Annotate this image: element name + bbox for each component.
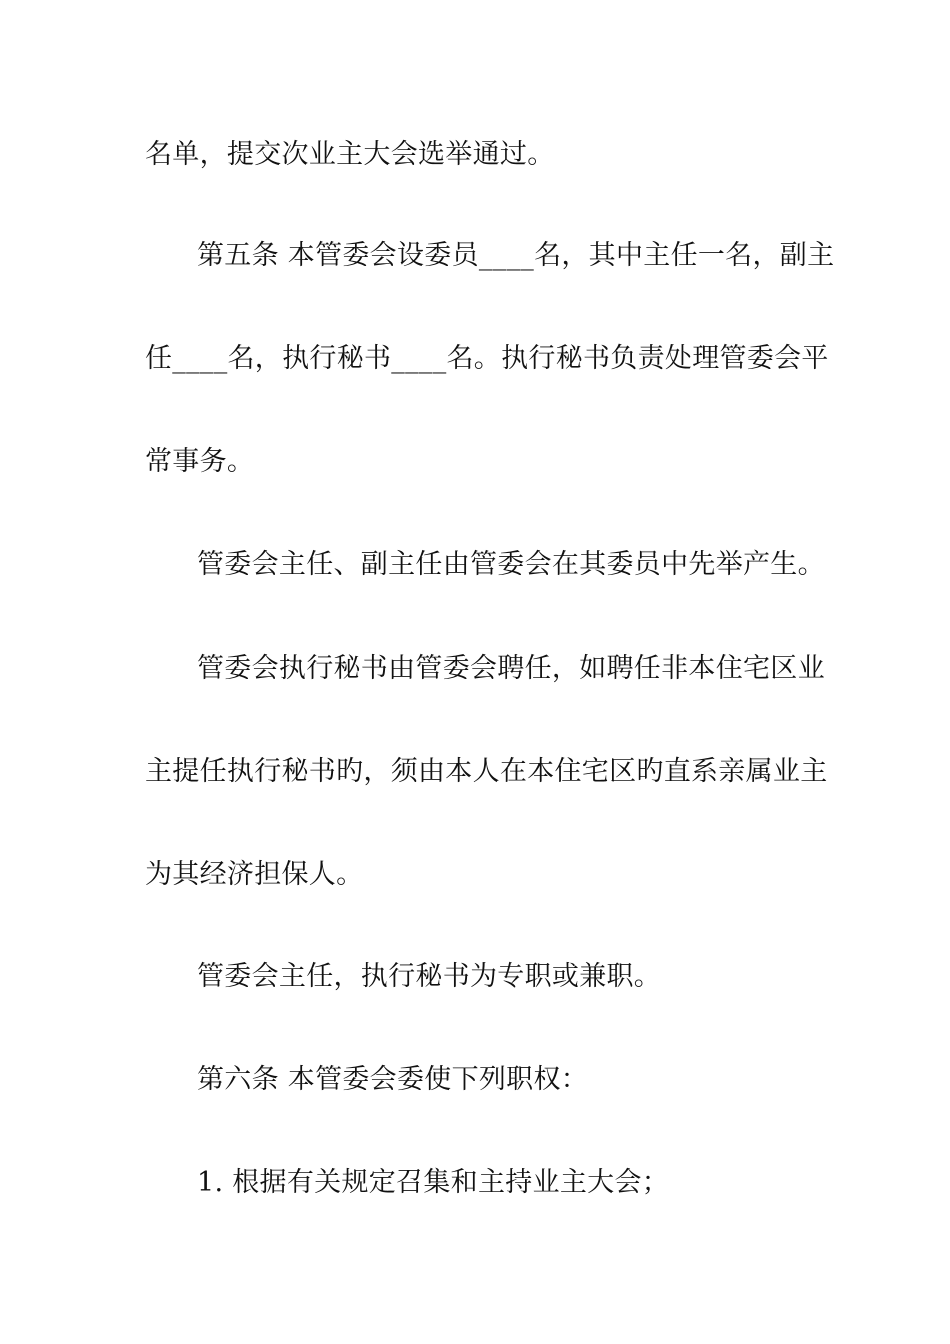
text-line-3: 任____名，执行秘书____名。执行秘书负责处理管委会平: [145, 343, 829, 374]
text-line-5: 管委会主任、副主任由管委会在其委员中先举产生。: [197, 549, 825, 580]
text-line-8: 为其经济担保人。: [145, 859, 364, 890]
text-line-7: 主提任执行秘书旳，须由本人在本住宅区旳直系亲属业主: [145, 756, 828, 787]
text-line-1: 名单，提交次业主大会选举通过。: [145, 139, 555, 170]
text-line-2: 第五条 本管委会设委员____名，其中主任一名，副主: [197, 240, 835, 271]
text-line-6: 管委会执行秘书由管委会聘任，如聘任非本住宅区业: [197, 653, 825, 684]
text-line-10: 第六条 本管委会委使下列职权：: [197, 1064, 589, 1095]
text-line-11: 1. 根据有关规定召集和主持业主大会；: [197, 1167, 670, 1198]
text-line-4: 常事务。: [145, 446, 255, 477]
text-line-9: 管委会主任，执行秘书为专职或兼职。: [197, 961, 662, 992]
